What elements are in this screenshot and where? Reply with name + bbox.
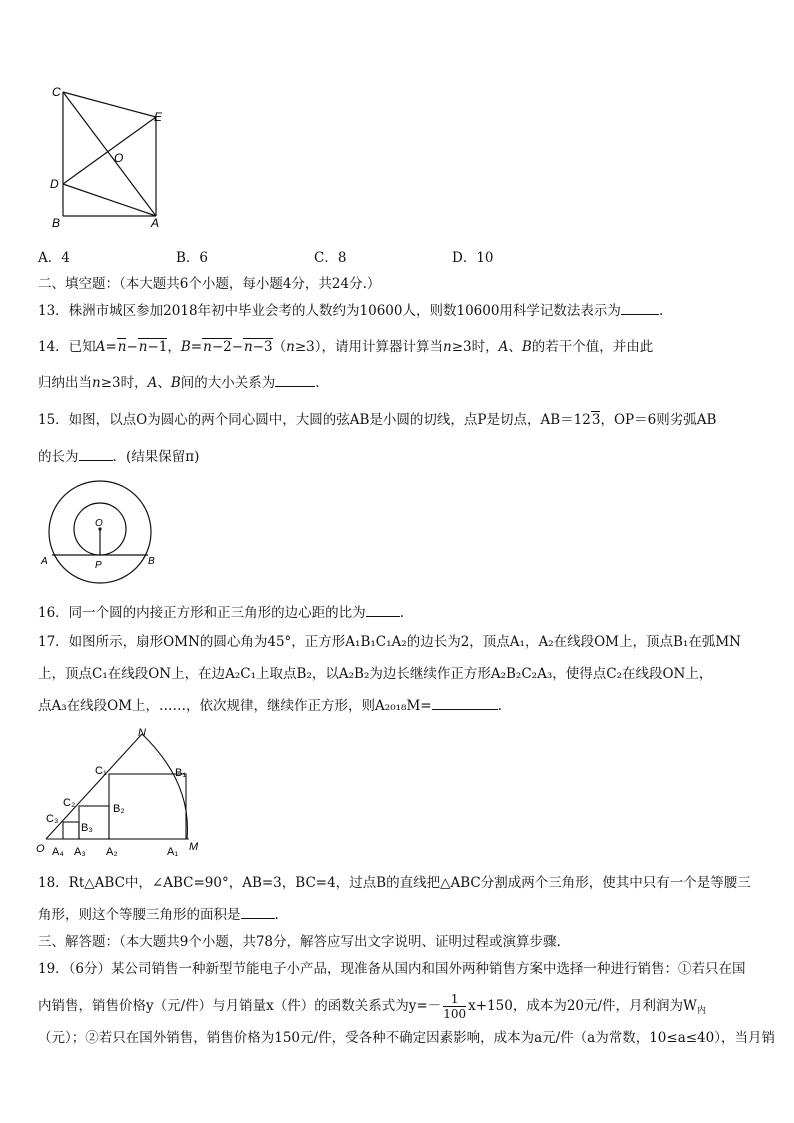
- label-C: C: [52, 85, 61, 99]
- option-b: B．6: [176, 250, 209, 266]
- option-c: C．8: [314, 250, 347, 266]
- label-B3: B₃: [81, 822, 93, 834]
- label-B: B: [148, 556, 155, 567]
- label-P: P: [95, 560, 102, 571]
- label-A3: A₃: [74, 846, 86, 858]
- question-16: 16．同一个圆的内接正方形和正三角形的边心距的比为 .: [38, 602, 404, 623]
- answer-blank: [241, 904, 275, 919]
- figure-square-diagram: [44, 84, 174, 234]
- label-D: D: [50, 177, 59, 191]
- label-M: M: [189, 841, 199, 853]
- question-15-line-1: 15．如图，以点O为圆心的两个同心圆中，大圆的弦AB是小圆的切线，点P是切点，AB＝123，OP＝6则劣弧AB: [38, 412, 717, 428]
- question-15-line-2: 的长为 ．(结果保留π): [38, 446, 199, 467]
- label-O: O: [36, 843, 45, 855]
- question-19-line-3: （元）；②若只在国外销售，销售价格为150元/件，受各种不确定因素影响，成本为a元/件（a为常数，10≤a≤40），当月销: [38, 1030, 775, 1046]
- answer-blank: [621, 300, 659, 315]
- figure-concentric-circles: [36, 480, 166, 590]
- question-17-line-2: 上，顶点C₁在线段ON上，在边A₂C₁上取点B₂，以A₂B₂为边长继续作正方形A₂B₂C₂A₃，使得点C₂在线段ON上，: [38, 666, 713, 682]
- answer-blank: [79, 446, 113, 461]
- section-2-title: 二、填空题：（本大题共6个小题，每小题4分，共24分.）: [38, 276, 381, 292]
- label-N: N: [138, 727, 146, 739]
- section-3-title: 三、解答题：（本大题共9个小题，共78分，解答应写出文字说明、证明过程或演算步骤.: [38, 934, 561, 950]
- label-A: A: [41, 556, 48, 567]
- question-17-line-1: 17．如图所示，扇形OMN的圆心角为45°，正方形A₁B₁C₁A₂的边长为2，顶点A₁，A₂在线段OM上，顶点B₁在弧MN: [38, 634, 741, 650]
- label-A2: A₂: [106, 846, 118, 858]
- label-A4: A₄: [52, 846, 64, 858]
- option-d: D．10: [452, 250, 494, 266]
- question-13: 13．株洲市城区参加2018年初中毕业会考的人数约为10600人，则数10600用科学记数法表示为 .: [38, 300, 663, 321]
- label-O: O: [95, 518, 103, 529]
- label-A1: A₁: [167, 846, 179, 858]
- label-C2: C₂: [63, 797, 76, 809]
- question-14-line-1: 14．已知A=n−n−1，B=n−2−n−3（n≥3），请用计算器计算当n≥3时，A、B的若干个值，并由此: [38, 339, 654, 355]
- q12-options: [38, 248, 538, 268]
- answer-blank: [432, 695, 498, 710]
- question-19-line-1: 19．（6分）某公司销售一种新型节能电子小产品，现准备从国内和国外两种销售方案中选择一种进行销售：①若只在国: [38, 961, 746, 977]
- question-17-line-3: 点A₃在线段OM上，……，依次规律，继续作正方形，则A₂₀₁₈M= .: [38, 695, 502, 716]
- option-a: A．4: [38, 250, 70, 266]
- question-18-line-1: 18．Rt△ABC中，∠ABC=90°，AB=3，BC=4，过点B的直线把△ABC分割成两个三角形，使其中只有一个是等腰三: [38, 875, 751, 891]
- label-C3: C₃: [46, 813, 59, 825]
- question-19-line-2: 内销售，销售价格y（元/件）与月销量x（件）的函数关系式为y=－ $\frac{1}{100}$ x+150，成本为20元/件，月利润为$W_内$: [38, 992, 706, 1021]
- answer-blank: [275, 372, 315, 387]
- label-B1: B₁: [175, 767, 187, 779]
- fraction: $\frac{1}{100}$: [443, 992, 467, 1021]
- question-14-line-2: 归纳出当n≥3时，A、B间的大小关系为 .: [38, 372, 320, 393]
- label-E: E: [154, 110, 163, 124]
- label-B2: B₂: [113, 803, 125, 815]
- label-B: B: [52, 216, 61, 230]
- label-A: A: [151, 216, 160, 230]
- label-C1: C₁: [95, 765, 107, 777]
- figure-sector-squares: [34, 724, 214, 862]
- label-O: O: [114, 151, 124, 165]
- question-18-line-2: 角形，则这个等腰三角形的面积是 .: [38, 904, 279, 925]
- answer-blank: [366, 602, 400, 617]
